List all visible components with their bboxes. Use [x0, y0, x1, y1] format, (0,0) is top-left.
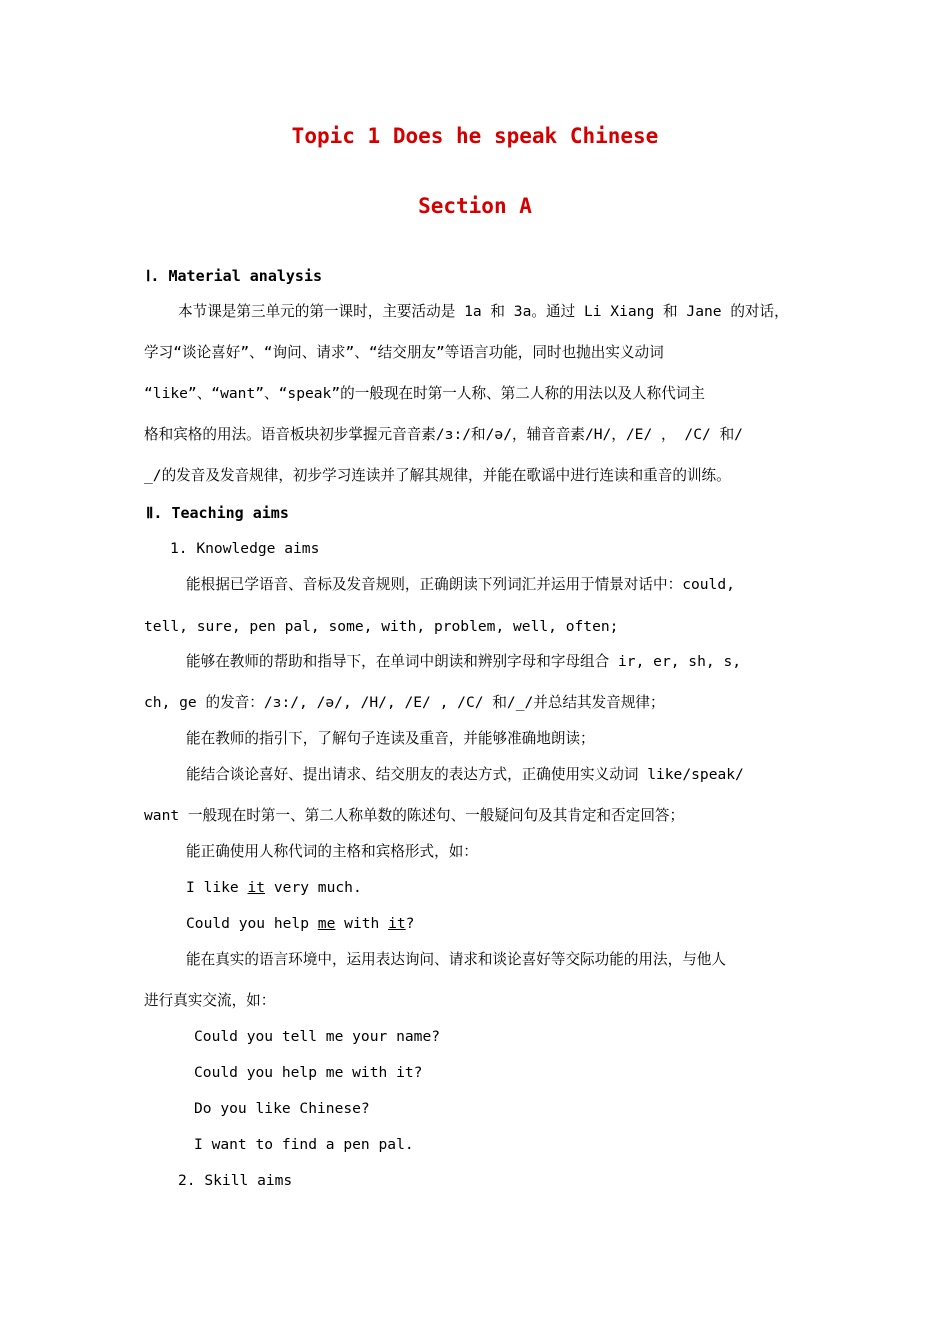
example-line: Do you like Chinese?: [194, 1100, 370, 1117]
aims-heading: Ⅱ. Teaching aims: [146, 504, 289, 522]
material-line: 格和宾格的用法。语音板块初步掌握元音音素/ɜ:/和/ə/，辅音音素/H/，/E/ ， /C/ 和/: [144, 426, 743, 443]
material-line: 本节课是第三单元的第一课时，主要活动是 1a 和 3a。通过 Li Xiang 和 Jane 的对话，: [178, 303, 789, 320]
knowledge-line: 进行真实交流，如：: [144, 992, 276, 1009]
knowledge-line: want 一般现在时第一、第二人称单数的陈述句、一般疑问句及其肯定和否定回答；: [144, 807, 685, 824]
knowledge-line: tell, sure, pen pal, some, with, problem, well, often;: [144, 618, 619, 635]
example-sentence-1: I like it very much.: [186, 879, 362, 896]
example-sentence-2: Could you help me with it?: [186, 915, 415, 932]
knowledge-line: ch, ge 的发音：/ɜ:/, /ə/, /H/, /E/ , /C/ 和/_/并总结其发音规律；: [144, 694, 665, 711]
section-title: Section A: [418, 194, 532, 218]
topic-title: Topic 1 Does he speak Chinese: [291, 124, 659, 148]
knowledge-line: 能根据已学语音、音标及发音规则，正确朗读下列词汇并运用于情景对话中：could,: [186, 576, 735, 593]
knowledge-line: 能在教师的指引下，了解句子连读及重音，并能够准确地朗读；: [186, 730, 595, 747]
knowledge-line: 能结合谈论喜好、提出请求、结交朋友的表达方式，正确使用实义动词 like/speak/: [186, 766, 744, 783]
example-line: I want to find a pen pal.: [194, 1136, 414, 1153]
material-line: _/的发音及发音规律，初步学习连读并了解其规律，并能在歌谣中进行连读和重音的训练。: [144, 467, 731, 484]
material-heading: Ⅰ. Material analysis: [146, 267, 323, 285]
material-line: 学习“谈论喜好”、“询问、请求”、“结交朋友”等语言功能，同时也抛出实义动词: [144, 344, 664, 361]
knowledge-line: 能够在教师的帮助和指导下，在单词中朗读和辨别字母和字母组合 ir, er, sh, s,: [186, 653, 742, 670]
knowledge-aims-label: 1. Knowledge aims: [170, 540, 320, 557]
example-line: Could you tell me your name?: [194, 1028, 441, 1045]
skill-aims-label: 2. Skill aims: [178, 1172, 293, 1189]
knowledge-line: 能正确使用人称代词的主格和宾格形式，如：: [186, 843, 478, 860]
example-line: Could you help me with it?: [194, 1064, 423, 1081]
material-line: “like”、“want”、“speak”的一般现在时第一人称、第二人称的用法以及人称代词主: [144, 385, 705, 402]
knowledge-line: 能在真实的语言环境中，运用表达询问、请求和谈论喜好等交际功能的用法，与他人: [186, 951, 726, 968]
